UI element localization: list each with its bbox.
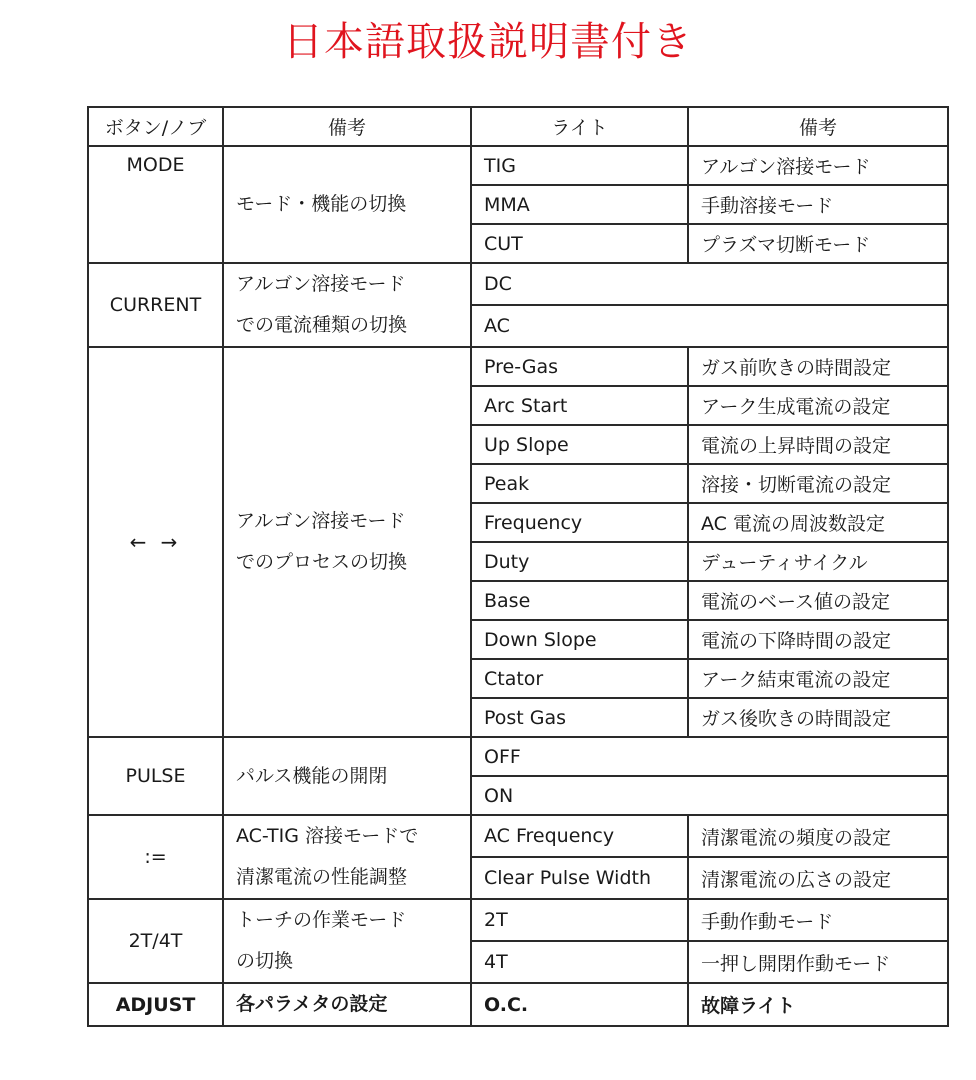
light-cell: AC Frequency [471,815,688,857]
light-cell: 4T [471,941,688,983]
light-cell: Peak [471,464,688,503]
light-desc-cell: 清潔電流の広さの設定 [688,857,948,899]
light-desc-cell: アルゴン溶接モード [688,146,948,185]
note-current [223,263,471,347]
button-torch: 2T/4T [88,899,223,983]
light-desc-cell: 電流の下降時間の設定 [688,620,948,659]
table-row [88,815,948,857]
note-mode: モード・機能の切換 [223,146,471,263]
light-desc-cell: アーク生成電流の設定 [688,386,948,425]
page-title: 日本語取扱説明書付き [283,19,693,65]
light-desc-cell: 電流のベース値の設定 [688,581,948,620]
header-light: ライト [471,107,688,146]
button-arrows: ← → [88,347,223,737]
light-desc-cell: 故障ライト [688,983,948,1026]
light-desc-cell: 溶接・切断電流の設定 [688,464,948,503]
light-cell: Down Slope [471,620,688,659]
light-cell: 2T [471,899,688,941]
note-torch [223,899,471,983]
light-cell: Frequency [471,503,688,542]
light-cell: CUT [471,224,688,263]
light-cell: Arc Start [471,386,688,425]
table-header-row [88,107,948,146]
light-cell: Ctator [471,659,688,698]
button-adjust: ADJUST [88,983,223,1026]
note-arrows [223,347,471,737]
table-row [88,983,948,1026]
note-line: の切換 [236,950,294,972]
header-note: 備考 [223,107,471,146]
light-desc-cell: アーク結束電流の設定 [688,659,948,698]
light-desc-cell: 手動作動モード [688,899,948,941]
light-cell: TIG [471,146,688,185]
note-adjust: 各パラメタの設定 [223,983,471,1026]
light-cell: Duty [471,542,688,581]
light-desc-cell: 電流の上昇時間の設定 [688,425,948,464]
note-line: での電流種類の切換 [236,314,408,336]
light-desc-cell: 手動溶接モード [688,185,948,224]
light-desc-cell: 一押し開閉作動モード [688,941,948,983]
button-mode: MODE [88,146,223,263]
light-cell: ON [471,776,948,815]
table-row [88,146,948,185]
light-desc-cell: ガス後吹きの時間設定 [688,698,948,737]
note-line: でのプロセスの切換 [236,551,408,573]
light-cell: OFF [471,737,948,776]
light-cell: AC [471,305,948,347]
table-row [88,737,948,776]
light-cell: Up Slope [471,425,688,464]
table-row [88,263,948,305]
button-pulse: PULSE [88,737,223,815]
note-line: アルゴン溶接モード [236,273,406,295]
light-cell: Base [471,581,688,620]
button-current: CURRENT [88,263,223,347]
table-row [88,347,948,386]
light-cell: Post Gas [471,698,688,737]
note-pulse: パルス機能の開閉 [223,737,471,815]
note-line: アルゴン溶接モード [236,510,406,532]
light-cell: DC [471,263,948,305]
table-row [88,899,948,941]
light-desc-cell: ガス前吹きの時間設定 [688,347,948,386]
light-desc-cell: AC 電流の周波数設定 [688,503,948,542]
light-cell: Pre-Gas [471,347,688,386]
button-clean: := [88,815,223,899]
light-cell: Clear Pulse Width [471,857,688,899]
light-cell: MMA [471,185,688,224]
light-desc-cell: プラズマ切断モード [688,224,948,263]
note-line: 清潔電流の性能調整 [236,866,408,888]
light-cell: O.C. [471,983,688,1026]
light-desc-cell: 清潔電流の頻度の設定 [688,815,948,857]
function-table [87,106,949,1027]
note-line: AC-TIG 溶接モードで [236,825,419,847]
note-clean [223,815,471,899]
note-line: トーチの作業モード [236,909,407,931]
light-desc-cell: デューティサイクル [688,542,948,581]
header-button-knob: ボタン/ノブ [88,107,223,146]
header-light-note: 備考 [688,107,948,146]
